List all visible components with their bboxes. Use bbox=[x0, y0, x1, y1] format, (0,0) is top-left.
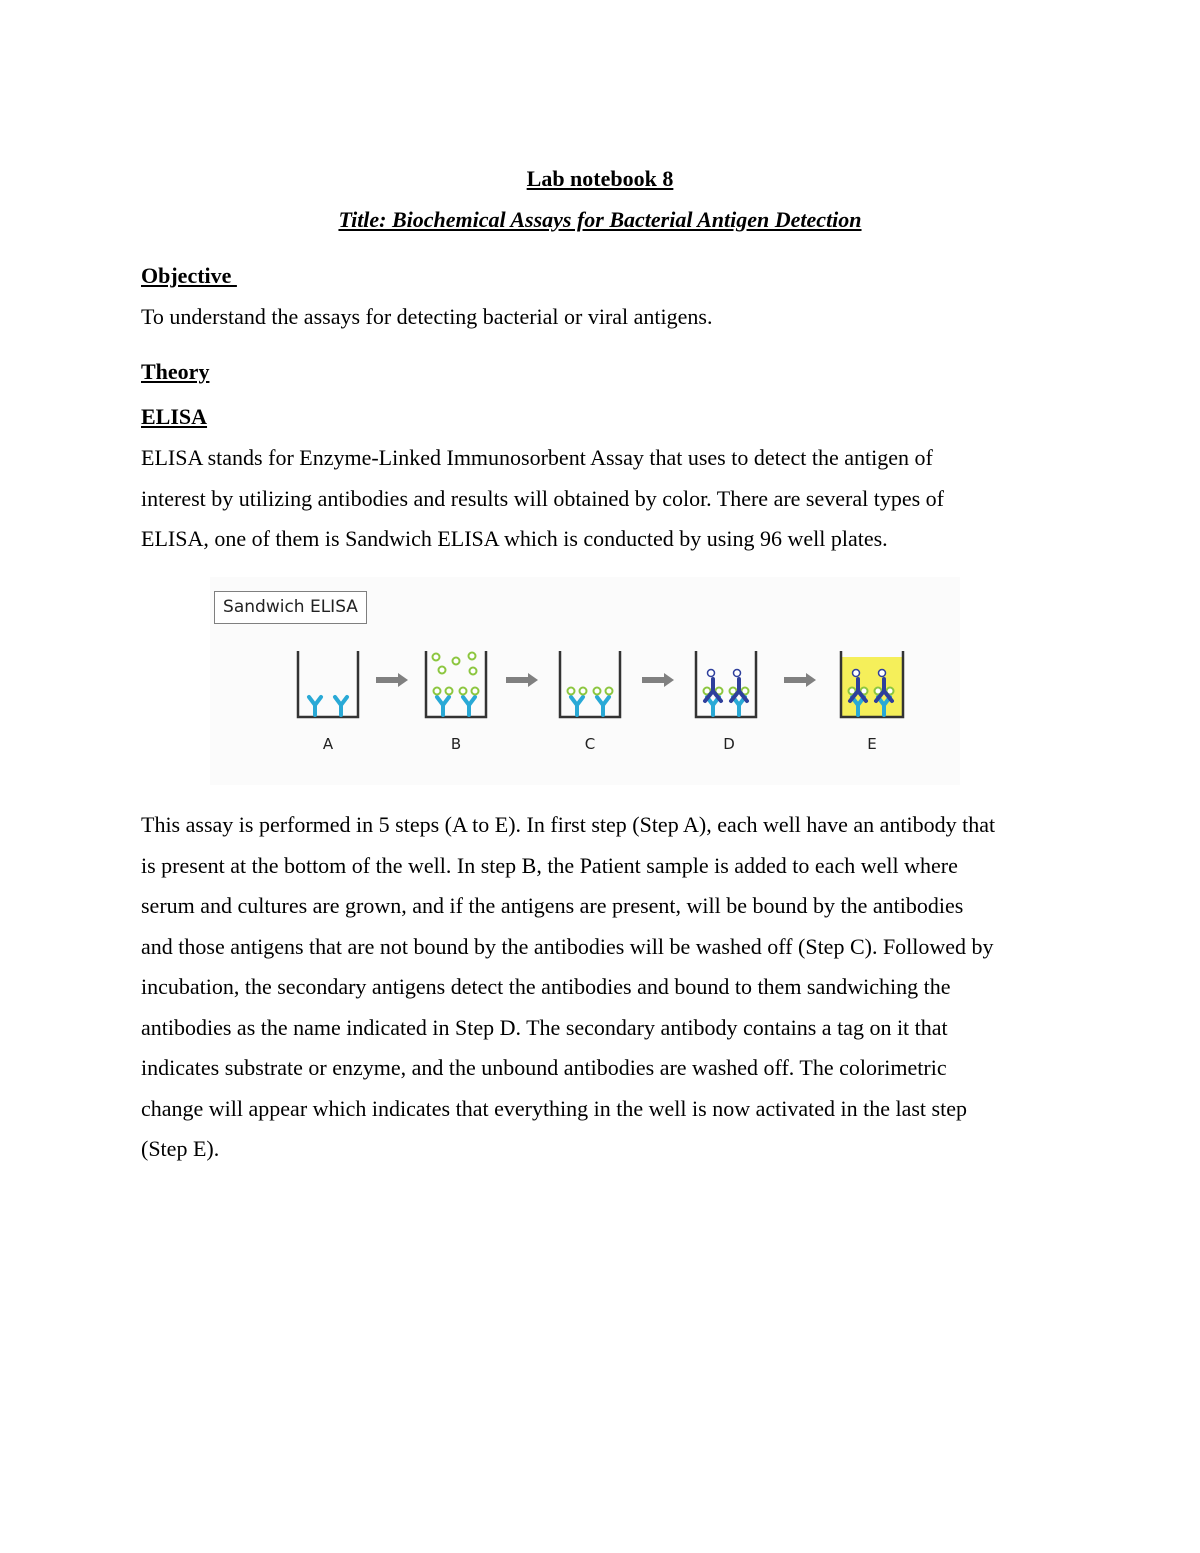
document-subtitle: Title: Biochemical Assays for Bacterial Antigen Detection bbox=[338, 207, 862, 232]
paragraph-line: and those antigens that are not bound by the antibodies will be washed off (Step C). Followed by bbox=[141, 933, 994, 959]
step-label-b: B bbox=[450, 735, 462, 753]
paragraph-line: change will appear which indicates that everything in the well is now activated in the last step bbox=[141, 1095, 967, 1121]
elisa-heading: ELISA bbox=[141, 404, 208, 429]
paragraph-line: ELISA, one of them is Sandwich ELISA which is conducted by using 96 well plates. bbox=[141, 526, 888, 551]
paragraph-line: (Step E). bbox=[141, 1136, 220, 1161]
elisa-paragraph bbox=[141, 438, 1061, 560]
description-paragraph bbox=[141, 805, 1061, 1170]
well-a bbox=[298, 651, 358, 717]
theory-heading: Theory bbox=[141, 359, 210, 384]
step-label-e: E bbox=[867, 735, 877, 753]
paragraph-line: antibodies as the name indicated in Step D. The secondary antibody contains a tag on it that bbox=[141, 1014, 948, 1040]
well-d bbox=[696, 651, 756, 717]
well-c bbox=[560, 651, 620, 717]
arrow-icon bbox=[642, 673, 674, 687]
arrow-icon bbox=[376, 673, 408, 687]
well-e bbox=[841, 651, 903, 717]
paragraph-line: incubation, the secondary antigens detect the antibodies and bound to them sandwiching the bbox=[141, 974, 951, 999]
objective-heading: Objective bbox=[141, 263, 237, 288]
paragraph-line: interest by utilizing antibodies and results will obtained by color. There are several types of bbox=[141, 485, 944, 511]
well-b bbox=[426, 651, 486, 717]
paragraph-line: ELISA stands for Enzyme-Linked Immunosorbent Assay that uses to detect the antigen of bbox=[141, 445, 933, 470]
objective-text: To understand the assays for detecting bacterial or viral antigens. bbox=[141, 304, 713, 329]
paragraph-line: indicates substrate or enzyme, and the unbound antibodies are washed off. The colorimetric bbox=[141, 1055, 947, 1080]
step-label-d: D bbox=[723, 735, 735, 753]
arrow-icon bbox=[784, 673, 816, 687]
paragraph-line: This assay is performed in 5 steps (A to E). In first step (Step A), each well have an antibody that bbox=[141, 812, 996, 837]
arrow-icon bbox=[506, 673, 538, 687]
figure-label: Sandwich ELISA bbox=[214, 591, 367, 624]
paragraph-line: is present at the bottom of the well. In step B, the Patient sample is added to each well where bbox=[141, 852, 958, 878]
document-title: Lab notebook 8 bbox=[526, 166, 674, 191]
step-label-a: A bbox=[322, 735, 334, 753]
paragraph-line: serum and cultures are grown, and if the antigens are present, will be bound by the antibodies bbox=[141, 893, 964, 918]
step-label-c: C bbox=[584, 735, 596, 753]
